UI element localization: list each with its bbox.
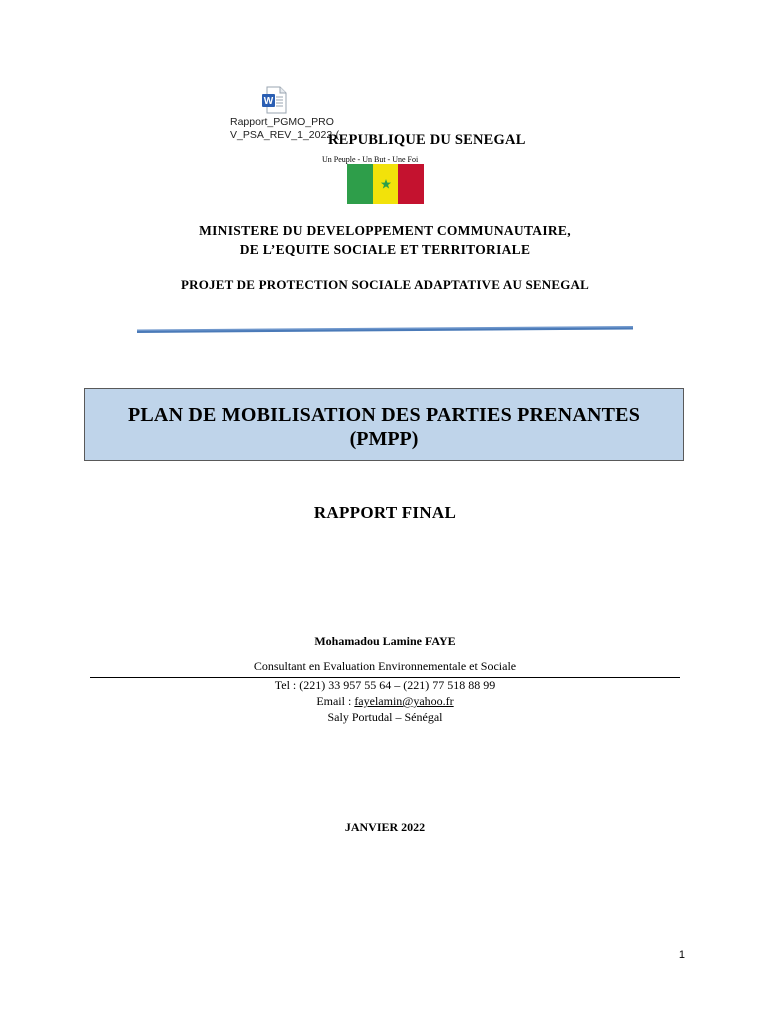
author-location: Saly Portudal – Sénégal xyxy=(327,710,443,724)
author-phone: Tel : (221) 33 957 55 64 – (221) 77 518 88 99 xyxy=(274,678,496,692)
attachment-filename-line1: Rapport_PGMO_PRO xyxy=(230,116,334,128)
report-subtitle: RAPPORT FINAL xyxy=(313,503,457,522)
author-role: Consultant en Evaluation Environnementale et Sociale xyxy=(253,659,517,673)
ministry-name xyxy=(0,221,770,259)
svg-text:W: W xyxy=(263,96,274,107)
email-link[interactable]: fayelamin@yahoo.fr xyxy=(354,694,454,708)
word-document-icon[interactable] xyxy=(261,86,287,114)
national-motto: Un Peuple - Un But - Une Foi xyxy=(322,155,419,164)
document-title-box xyxy=(84,388,684,461)
ministry-line-1: MINISTERE DU DEVELOPPEMENT COMMUNAUTAIRE, xyxy=(199,223,571,238)
author-name: Mohamadou Lamine FAYE xyxy=(314,634,456,648)
report-date: JANVIER 2022 xyxy=(344,820,426,834)
blue-divider xyxy=(137,320,633,328)
attachment-filename-line2: V_PSA_REV_1_2022-( xyxy=(230,129,340,141)
author-email-line xyxy=(0,694,770,709)
page-number: 1 xyxy=(678,949,685,961)
flag-star-icon xyxy=(347,164,424,204)
project-name: PROJET DE PROTECTION SOCIALE ADAPTATIVE AU SENEGAL xyxy=(180,277,590,292)
email-label: Email : xyxy=(316,694,355,708)
senegal-flag xyxy=(347,164,424,204)
document-title-line-2: (PMPP) xyxy=(349,428,419,450)
ministry-line-2: DE L’EQUITE SOCIALE ET TERRITORIALE xyxy=(239,242,531,257)
document-title-line-1: PLAN DE MOBILISATION DES PARTIES PRENANTES xyxy=(127,404,641,426)
republique-heading: REPUBLIQUE DU SENEGAL xyxy=(328,132,526,148)
